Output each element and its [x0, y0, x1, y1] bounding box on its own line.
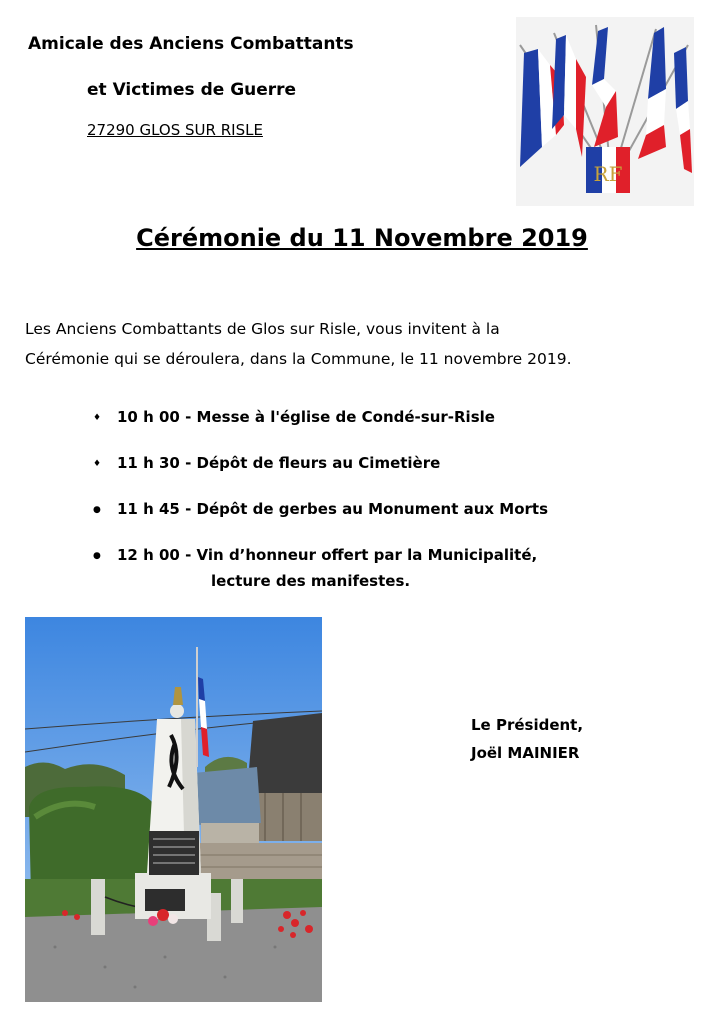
war-memorial-photo	[25, 617, 322, 1002]
diamond-bullet-icon: ♦	[93, 459, 102, 469]
invitation-line2: Cérémonie qui se déroulera, dans la Commune, le 11 novembre 2019.	[25, 350, 572, 368]
svg-text:RF: RF	[593, 162, 623, 186]
diamond-bullet-icon: ♦	[93, 413, 102, 423]
schedule-time: 11 h 45	[117, 500, 180, 518]
schedule-time: 12 h 00	[117, 546, 180, 564]
org-address: 27290 GLOS SUR RISLE	[87, 121, 263, 139]
org-name-line2: et Victimes de Guerre	[87, 80, 297, 100]
schedule-item	[93, 546, 537, 590]
schedule-item	[93, 454, 440, 472]
signature-title: Le Président,	[471, 716, 584, 734]
schedule-time: 11 h 30	[117, 454, 180, 472]
invitation-line1: Les Anciens Combattants de Glos sur Risle, vous invitent à la	[25, 320, 500, 338]
schedule-item	[93, 500, 548, 518]
schedule-subtext: lecture des manifestes.	[211, 572, 411, 590]
dot-bullet-icon: ●	[93, 551, 101, 561]
invitation-text	[25, 314, 705, 374]
schedule-text: - Dépôt de gerbes au Monument aux Morts	[185, 500, 549, 518]
schedule-item	[93, 408, 495, 426]
schedule-text: - Vin d’honneur offert par la Municipalité,	[185, 546, 538, 564]
schedule-text: - Messe à l'église de Condé-sur-Risle	[185, 408, 495, 426]
french-flags-image	[516, 17, 694, 206]
signature-name: Joël MAINIER	[471, 744, 580, 762]
org-name-line1: Amicale des Anciens Combattants	[28, 34, 354, 54]
schedule-text: - Dépôt de fleurs au Cimetière	[185, 454, 441, 472]
schedule-time: 10 h 00	[117, 408, 180, 426]
page-title: Cérémonie du 11 Novembre 2019	[136, 224, 588, 252]
dot-bullet-icon: ●	[93, 505, 101, 515]
